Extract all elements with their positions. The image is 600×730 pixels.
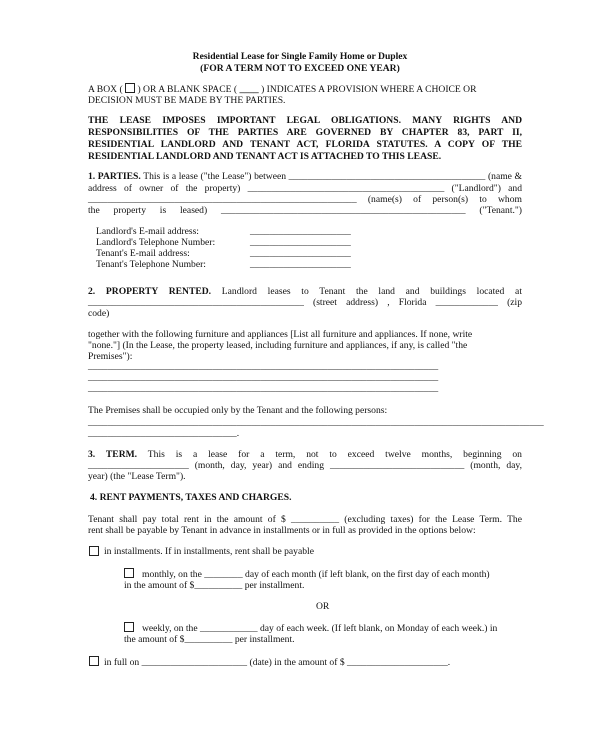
full-payment-line: in full on ______________________ (date) in the amount of $ _____________________.: [104, 657, 451, 668]
notice-line-4: RESIDENTIAL LANDLORD AND TENANT ACT IS ATTACHED TO THIS LEASE.: [88, 151, 442, 162]
weekly-checkbox[interactable]: [124, 622, 134, 632]
landlord-phone-field[interactable]: _____________________: [250, 237, 351, 248]
tenant-phone-label: Tenant's Telephone Number:: [96, 259, 206, 270]
tenant-phone-field[interactable]: _____________________: [250, 259, 351, 270]
full-payment-checkbox[interactable]: [89, 656, 99, 666]
furniture-line-3: Premises"):: [88, 351, 133, 362]
property-heading: 2. PROPERTY RENTED.: [88, 286, 212, 297]
furniture-blank-3[interactable]: _________________________________________________________________________: [88, 383, 439, 394]
parties-line-3: ________________________________________________________ (name(s) of person(s) to whom: [88, 194, 522, 205]
furniture-line-1: together with the following furniture and appliances [List all furniture and appliances. If none, write: [88, 329, 473, 340]
occupants-label: The Premises shall be occupied only by the Tenant and the following persons:: [88, 405, 388, 416]
notice-line-1: THE LEASE IMPOSES IMPORTANT LEGAL OBLIGATIONS. MANY RIGHTS AND: [88, 115, 522, 126]
parties-line-4: the property is leased) ___________________________________________________ ("Tenant."): [88, 205, 522, 216]
rent-line-1: Tenant shall pay total rent in the amount of $ __________ (excluding taxes) for the Lease Term. The: [88, 514, 522, 525]
notice-line-3: RESIDENTIAL LANDLORD AND TENANT ACT, FLORIDA STATUTES. A COPY OF THE: [88, 139, 522, 150]
intro-line-1: A BOX ( ) OR A BLANK SPACE ( ____ ) INDICATES A PROVISION WHERE A CHOICE OR: [88, 84, 477, 95]
monthly-checkbox[interactable]: [124, 568, 134, 578]
term-line-2: _____________________ (month, day, year) and ending ____________________________ (month, day,: [88, 460, 522, 471]
landlord-phone-label: Landlord's Telephone Number:: [96, 237, 216, 248]
notice-line-2: RESPONSIBILITIES OF THE PARTIES ARE GOVERNED BY CHAPTER 83, PART II,: [88, 127, 522, 138]
or-separator: OR: [316, 601, 330, 612]
rent-heading: 4. RENT PAYMENTS, TAXES AND CHARGES.: [90, 492, 292, 503]
property-line-1: 2. PROPERTY RENTED. Landlord leases to Tenant the land and buildings located at: [88, 286, 522, 297]
landlord-email-field[interactable]: _____________________: [250, 226, 351, 237]
term-heading: 3. TERM.: [88, 449, 138, 460]
weekly-line-1: weekly, on the ____________ day of each week. (If left blank, on Monday of each week.) in: [142, 623, 498, 634]
property-line-2: _____________________________________________ (street address) , Florida _____________ (zip: [88, 297, 522, 308]
installments-label: in installments. If in installments, rent shall be payable: [104, 546, 314, 557]
example-checkbox: [125, 83, 135, 93]
tenant-email-label: Tenant's E-mail address:: [96, 248, 190, 259]
document-subtitle: (FOR A TERM NOT TO EXCEED ONE YEAR): [200, 63, 400, 74]
parties-line-2: address of owner of the property) _________________________________________ ("Landlord") and: [88, 183, 522, 194]
occupants-blank-1[interactable]: _______________________________________________________________________________________________: [88, 417, 544, 428]
installments-checkbox[interactable]: [89, 546, 99, 556]
furniture-line-2: "none."] (In the Lease, the property leased, including furniture and appliances, if any, is called "the: [88, 340, 468, 351]
occupants-blank-2[interactable]: _______________________________.: [88, 428, 240, 439]
term-line-1: 3. TERM. This is a lease for a term, not to exceed twelve months, beginning on: [88, 449, 522, 460]
furniture-blank-2[interactable]: _________________________________________________________________________: [88, 372, 439, 383]
parties-line-1: 1. PARTIES. This is a lease ("the Lease") between _________________________________________ (name &: [88, 171, 522, 182]
term-line-3: year) (the "Lease Term").: [88, 471, 186, 482]
property-line-3: code): [88, 308, 110, 319]
landlord-email-label: Landlord's E-mail address:: [96, 226, 199, 237]
intro-line-2: DECISION MUST BE MADE BY THE PARTIES.: [88, 95, 286, 106]
rent-line-2: rent shall be payable by Tenant in advance in installments or in full as provided in the options below:: [88, 525, 476, 536]
document-title: Residential Lease for Single Family Home or Duplex: [192, 51, 408, 62]
furniture-blank-1[interactable]: _________________________________________________________________________: [88, 361, 439, 372]
monthly-line-1: monthly, on the ________ day of each month (if left blank, on the first day of each month): [142, 569, 490, 580]
weekly-line-2: the amount of $__________ per installment.: [124, 634, 295, 645]
tenant-email-field[interactable]: _____________________: [250, 248, 351, 259]
parties-heading: 1. PARTIES.: [88, 171, 141, 182]
monthly-line-2: in the amount of $__________ per installment.: [124, 580, 305, 591]
